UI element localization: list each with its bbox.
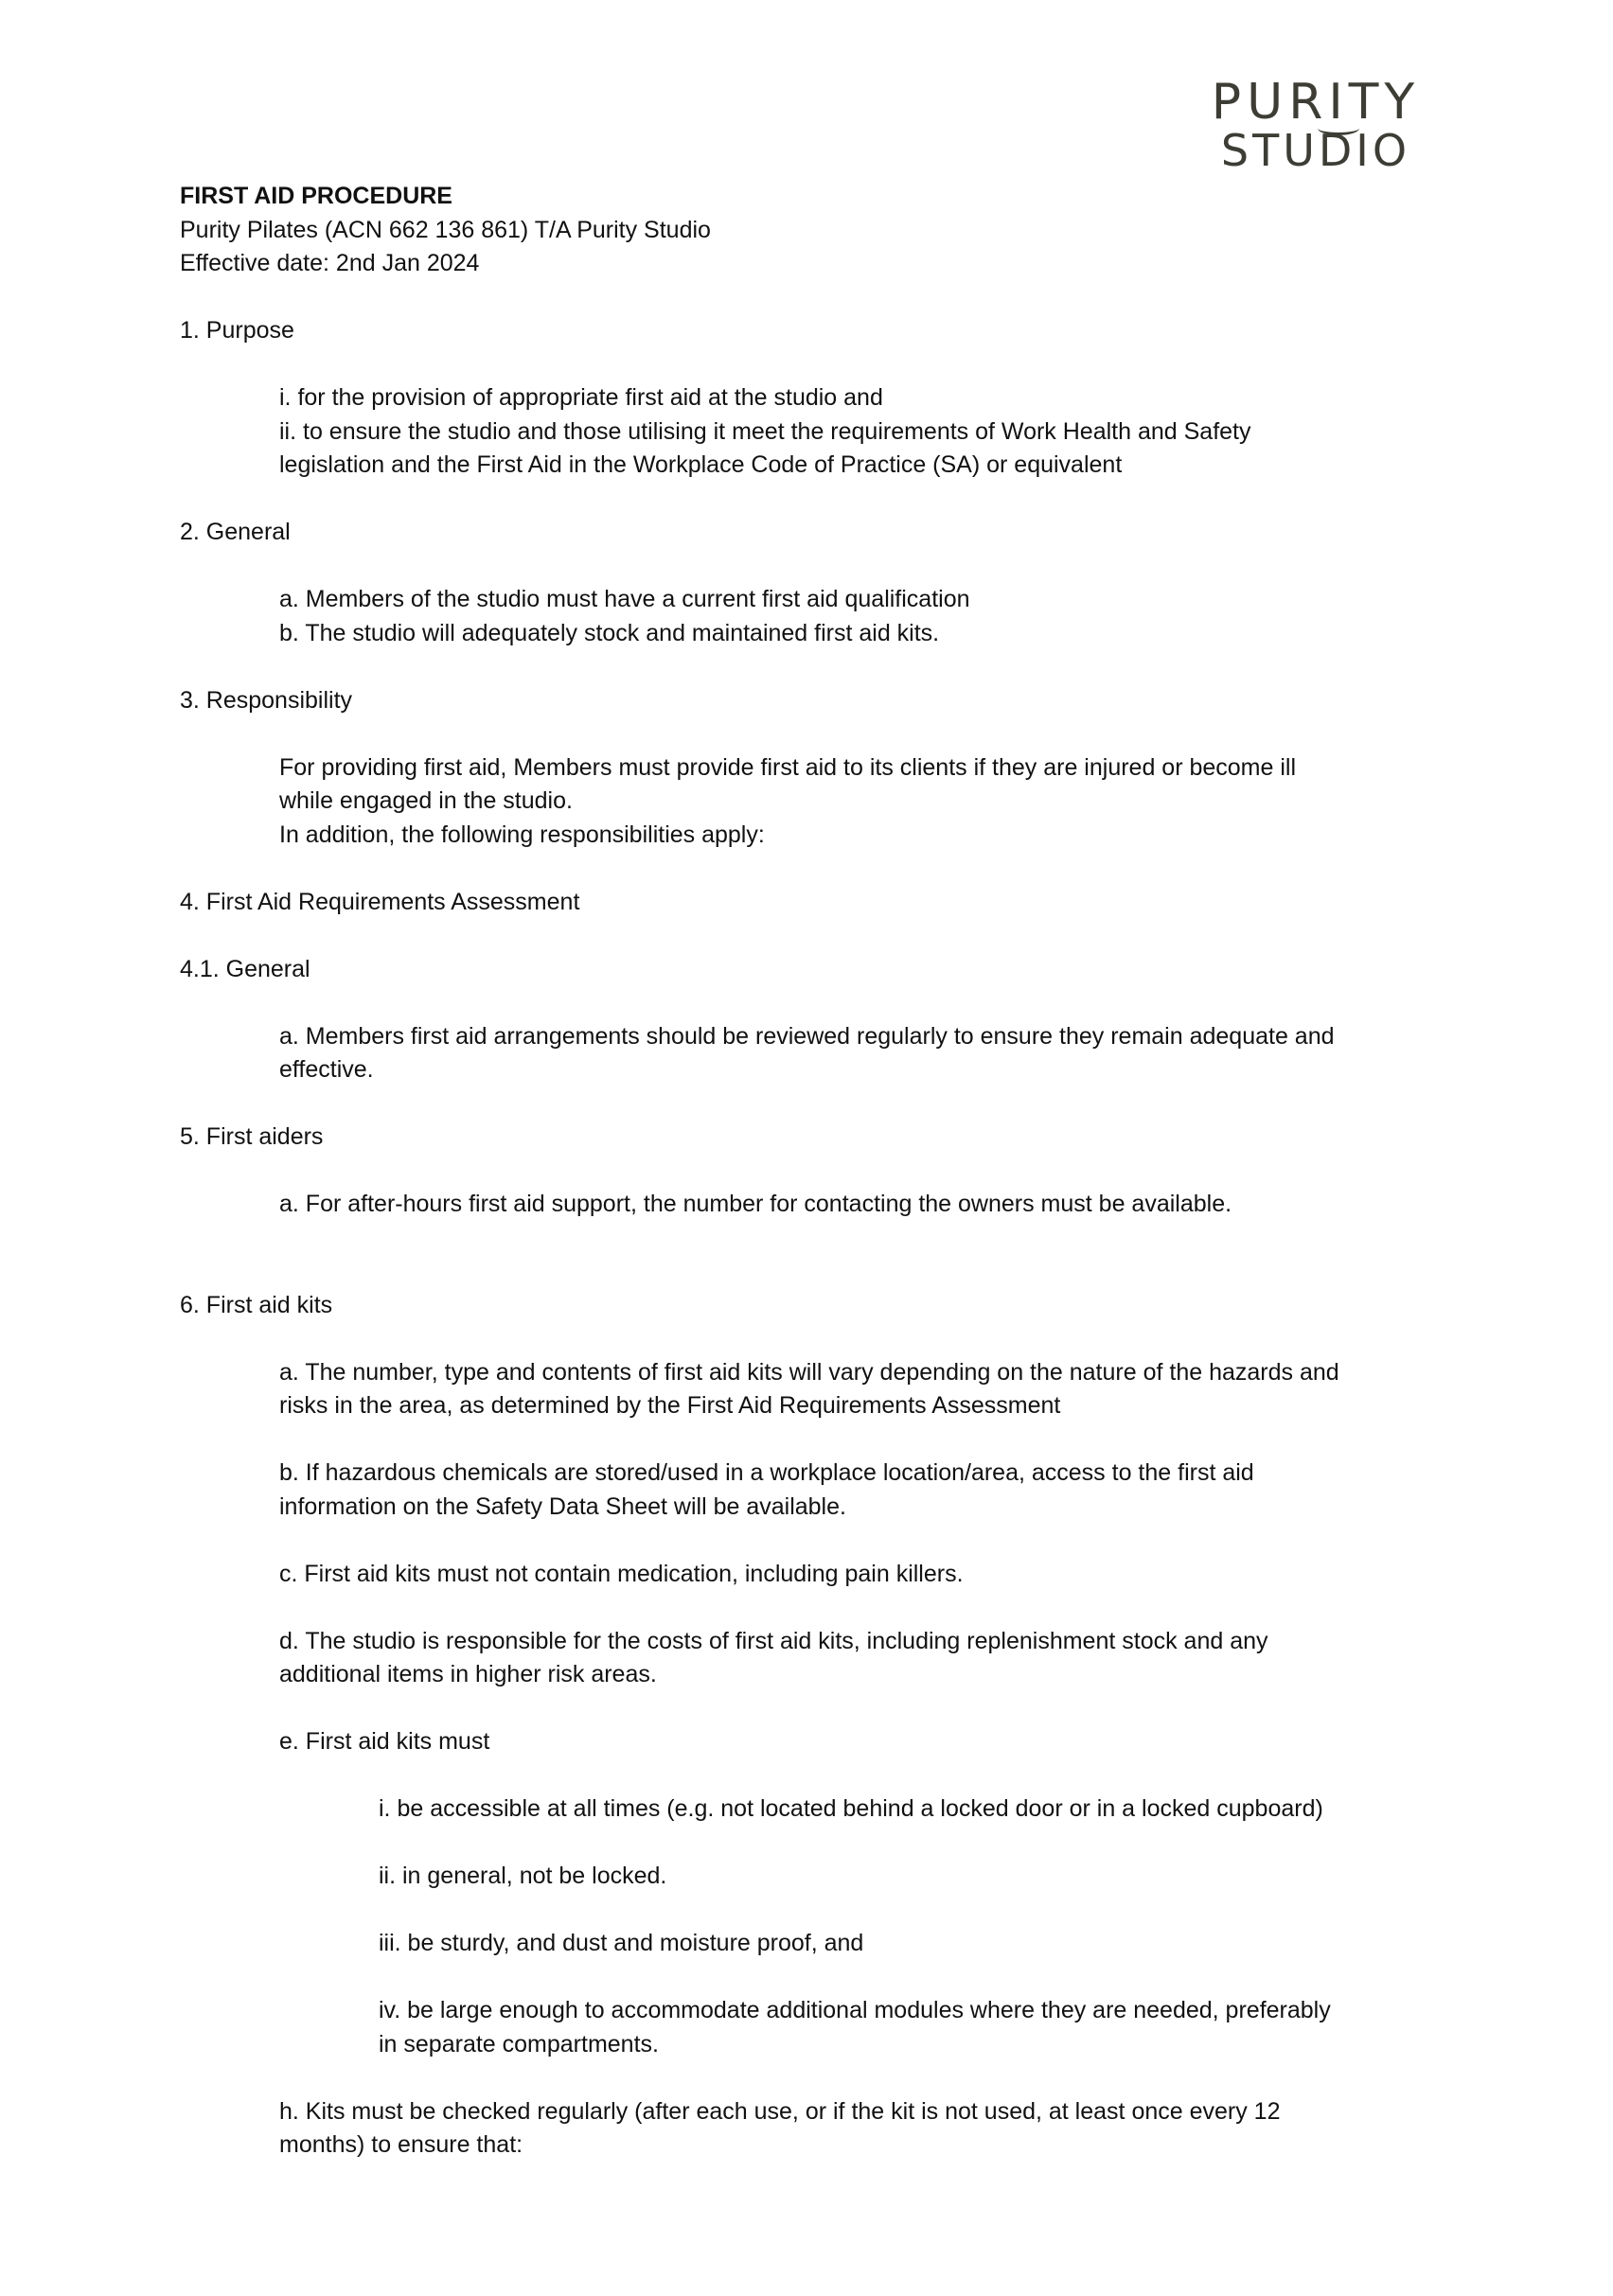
document-body (180, 180, 1448, 2163)
kits-item-e-ii: ii. in general, not be locked. (379, 1863, 667, 1889)
assessment-item-a-line2: effective. (279, 1056, 374, 1083)
document-title: FIRST AID PROCEDURE (180, 183, 452, 209)
responsibility-line3: In addition, the following responsibilities apply: (279, 821, 765, 848)
purpose-item-i: i. for the provision of appropriate first aid at the studio and (279, 384, 883, 411)
effective-date: Effective date: 2nd Jan 2024 (180, 250, 480, 276)
kits-item-e: e. First aid kits must (279, 1728, 490, 1755)
section-4-heading: 4. First Aid Requirements Assessment (180, 888, 580, 915)
responsibility-line2: while engaged in the studio. (279, 787, 573, 814)
kits-item-e-iv-line2: in separate compartments. (379, 2030, 659, 2058)
kits-item-a-line1: a. The number, type and contents of first aid kits will vary depending on the nature of the hazards and (279, 1358, 1339, 1386)
logo-arc (1318, 121, 1359, 135)
kits-item-e-i: i. be accessible at all times (e.g. not located behind a locked door or in a locked cupboard) (379, 1795, 1323, 1822)
kits-item-e-iii: iii. be sturdy, and dust and moisture proof, and (379, 1930, 864, 1956)
general-item-a: a. Members of the studio must have a current first aid qualification (279, 586, 970, 612)
assessment-item-a-line1: a. Members first aid arrangements should be reviewed regularly to ensure they remain adequate and (279, 1022, 1335, 1050)
kits-item-a-line2: risks in the area, as determined by the First Aid Requirements Assessment (279, 1392, 1061, 1419)
section-2-heading: 2. General (180, 519, 291, 545)
kits-item-e-iv-line1: iv. be large enough to accommodate additional modules where they are needed, preferably (379, 1997, 1331, 2023)
kits-item-b-line1: b. If hazardous chemicals are stored/used in a workplace location/area, access to the first aid (279, 1459, 1254, 1486)
kits-item-h-line2: months) to ensure that: (279, 2131, 523, 2158)
general-item-b: b. The studio will adequately stock and maintained first aid kits. (279, 619, 940, 646)
section-6-heading: 6. First aid kits (180, 1291, 333, 1318)
logo-line-2: STUDIO (1220, 125, 1411, 176)
company-line: Purity Pilates (ACN 662 136 861) T/A Purity Studio (180, 216, 711, 243)
section-1-heading: 1. Purpose (180, 317, 294, 344)
purity-studio-logo (1202, 74, 1429, 182)
section-4-1-heading: 4.1. General (180, 955, 310, 982)
kits-item-h-line1: h. Kits must be checked regularly (after each use, or if the kit is not used, at least once every 12 (279, 2097, 1281, 2125)
section-3-heading: 3. Responsibility (180, 686, 353, 714)
logo-line-1: PURITY (1211, 74, 1421, 131)
section-5-heading: 5. First aiders (180, 1123, 324, 1150)
purpose-item-ii-line1: ii. to ensure the studio and those utilising it meet the requirements of Work Health and Safety (279, 417, 1251, 445)
kits-item-c: c. First aid kits must not contain medication, including pain killers. (279, 1560, 964, 1587)
purpose-item-ii-line2: legislation and the First Aid in the Workplace Code of Practice (SA) or equivalent (279, 451, 1123, 478)
first-aiders-item-a: a. For after-hours first aid support, the number for contacting the owners must be available. (279, 1191, 1232, 1217)
kits-item-d-line2: additional items in higher risk areas. (279, 1661, 657, 1687)
kits-item-b-line2: information on the Safety Data Sheet will be available. (279, 1492, 846, 1520)
responsibility-line1: For providing first aid, Members must provide first aid to its clients if they are injured or become ill (279, 753, 1297, 781)
kits-item-d-line1: d. The studio is responsible for the costs of first aid kits, including replenishment stock and any (279, 1627, 1268, 1654)
